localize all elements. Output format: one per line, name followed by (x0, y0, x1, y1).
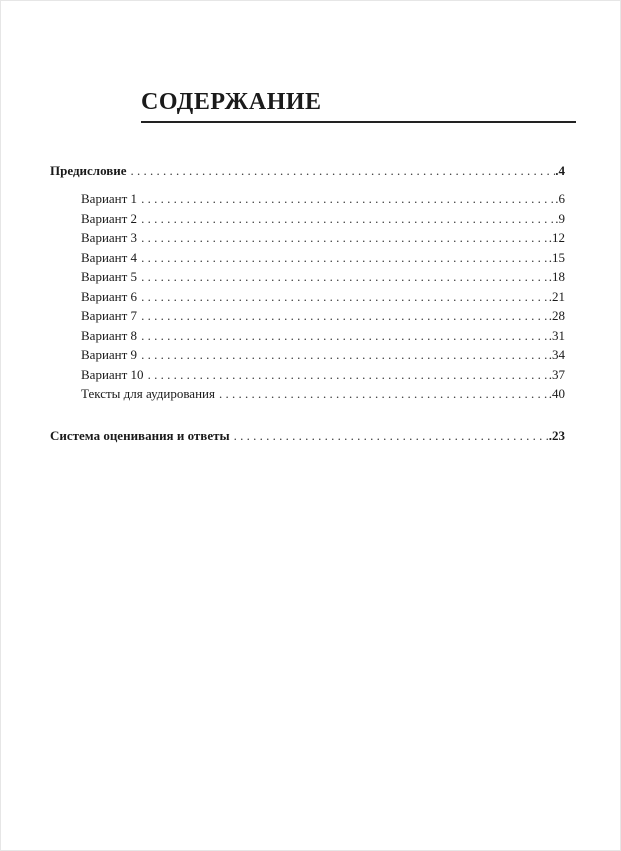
toc-entry-label: Вариант 8 (81, 327, 138, 343)
toc-entry-label: Тексты для аудирования (81, 386, 215, 401)
toc-entry-preface[interactable] (50, 162, 565, 180)
toc-entry-variant-2[interactable] (81, 210, 565, 228)
toc-dot-leader (141, 327, 549, 345)
toc-entry-label: Система оценивания и ответы (50, 428, 230, 443)
toc-entry-page: .28 (548, 308, 565, 323)
toc-entry-page: .23 (548, 428, 565, 443)
toc-dot-leader (141, 210, 555, 228)
toc-entry-label: Вариант 1 (81, 191, 138, 206)
toc-dot-leader (141, 288, 549, 306)
toc-entry-label: Вариант 10 (81, 366, 144, 382)
toc-entry-variant-6[interactable] (81, 288, 565, 306)
toc-entry-variant-8[interactable] (81, 327, 565, 345)
page-title: СОДЕРЖАНИЕ (141, 89, 322, 115)
toc-entry-label: Предисловие (50, 163, 127, 178)
toc-entry-variant-1[interactable] (81, 190, 565, 208)
toc-entry-page: .31 (548, 327, 565, 343)
toc-entry-label: Вариант 7 (81, 308, 138, 323)
title-underline (141, 121, 576, 123)
toc-entry-variant-4[interactable] (81, 249, 565, 267)
toc-entry-variant-3[interactable] (81, 229, 565, 247)
toc-entry-label: Вариант 2 (81, 210, 138, 226)
toc-entry-page: .12 (548, 230, 565, 245)
toc-entry-page: .18 (548, 269, 565, 284)
toc-entry-label: Вариант 9 (81, 347, 138, 362)
toc-entry-variant-10[interactable] (81, 366, 565, 384)
toc-dot-leader (148, 366, 549, 384)
toc-entry-page: .21 (548, 288, 565, 304)
toc-entry-listening-texts[interactable] (81, 385, 565, 403)
toc-dot-leader (131, 162, 556, 180)
toc-dot-leader (141, 307, 549, 325)
toc-dot-leader (234, 427, 549, 445)
toc-dot-leader (141, 268, 549, 286)
toc-entry-page: .6 (555, 191, 565, 206)
toc-entry-page: .34 (548, 347, 565, 362)
toc-entry-grading[interactable] (50, 427, 565, 445)
toc-dot-leader (141, 229, 549, 247)
toc-entry-variant-7[interactable] (81, 307, 565, 325)
toc-entry-variant-5[interactable] (81, 268, 565, 286)
toc-entry-variant-9[interactable] (81, 346, 565, 364)
toc-dot-leader (141, 190, 555, 208)
toc-dot-leader (219, 385, 549, 403)
toc-dot-leader (141, 346, 549, 364)
toc-entry-page: .15 (548, 249, 565, 265)
toc-dot-leader (141, 249, 549, 267)
toc-entry-label: Вариант 5 (81, 269, 138, 284)
toc-entry-page: .4 (555, 163, 565, 178)
toc-entry-page: .37 (548, 366, 565, 382)
toc-entry-page: .40 (548, 386, 565, 401)
toc-entry-label: Вариант 4 (81, 249, 138, 265)
toc-entry-page: .9 (555, 210, 565, 226)
toc-entry-label: Вариант 3 (81, 230, 138, 245)
toc-entry-label: Вариант 6 (81, 288, 138, 304)
